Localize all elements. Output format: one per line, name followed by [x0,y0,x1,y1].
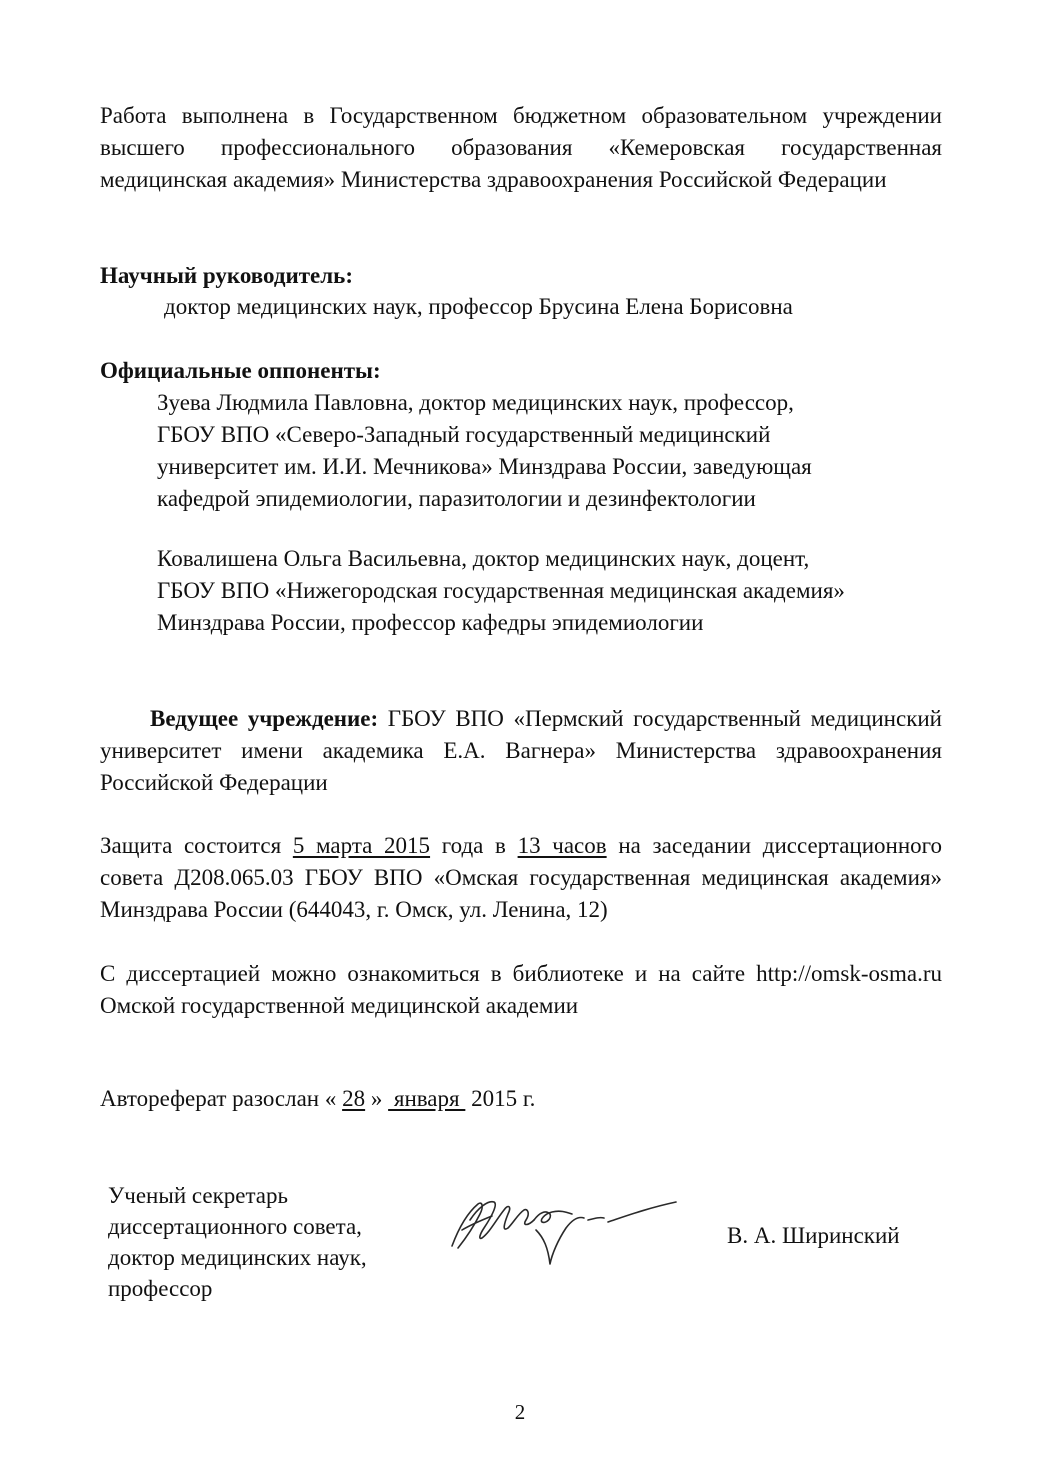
intro-paragraph: Работа выполнена в Государственном бюджетном образовательном учреждении высшего профессионального образования «Кемеровская государственная медицинская академия» Министерства здравоохранения Российской Федерации [100,103,942,192]
opponent-second-line: Ковалишена Ольга Васильевна, доктор медицинских наук, доцент, [157,546,810,571]
mailing-text: » [365,1086,389,1111]
mailing-text: 2015 г. [465,1086,536,1111]
opponent-first [100,387,942,515]
opponents-heading: Официальные оппоненты: [100,358,381,383]
page-number: 2 [514,1400,526,1424]
defense-text: года в [430,833,518,858]
opponent-first-line: Зуева Людмила Павловна, доктор медицинских наук, профессор, [157,390,794,415]
secretary-title-line: диссертационного совета, [108,1214,362,1239]
leading-institution-text: ГБОУ ВПО «Пермский государственный медицинский университет имени академика Е.А. Вагнера» Министерства здравоохранения Российской Федерации [100,706,942,795]
mailing-text: Автореферат разослан « [100,1086,343,1111]
secretary-title-line: профессор [108,1276,213,1301]
opponent-second [100,543,942,639]
opponent-first-line: кафедрой эпидемиологии, паразитологии и дезинфектологии [157,486,756,511]
secretary-title-line: Ученый секретарь [108,1183,288,1208]
mailing-line [100,1083,942,1115]
handwritten-signature [448,1190,680,1270]
defense-paragraph [100,830,942,926]
defense-text: на заседании диссертационного совета Д208.065.03 ГБОУ ВПО «Омская государственная медицинская академия» Минздрава России (644043, г. Омск, ул. Ленина, 12) [100,833,942,922]
opponent-second-line: Минздрава России, профессор кафедры эпидемиологии [157,610,704,635]
leading-institution-paragraph [100,703,942,799]
opponent-first-line: университет им. И.И. Мечникова» Минздрава России, заведующая [157,454,812,479]
leading-institution-label: Ведущее учреждение: [150,706,379,731]
secretary-title-line: доктор медицинских наук, [108,1245,367,1270]
library-paragraph: С диссертацией можно ознакомиться в библиотеке и на сайте http://omsk-osma.ru Омской государственной медицинской академии [100,961,942,1018]
mailing-day: 28 [342,1086,366,1111]
supervisor-text: доктор медицинских наук, профессор Брусина Елена Борисовна [164,294,793,319]
defense-text: Защита состоится [100,833,293,858]
mailing-month: января [388,1086,466,1111]
defense-date: 5 марта 2015 [292,833,431,858]
secretary-name: В. А. Ширинский [727,1223,900,1248]
secretary-title [108,1180,428,1304]
opponent-second-line: ГБОУ ВПО «Нижегородская государственная медицинская академия» [157,578,845,603]
opponent-first-line: ГБОУ ВПО «Северо-Западный государственный медицинский [157,422,771,447]
defense-time: 13 часов [517,833,607,858]
supervisor-heading: Научный руководитель: [100,263,353,288]
